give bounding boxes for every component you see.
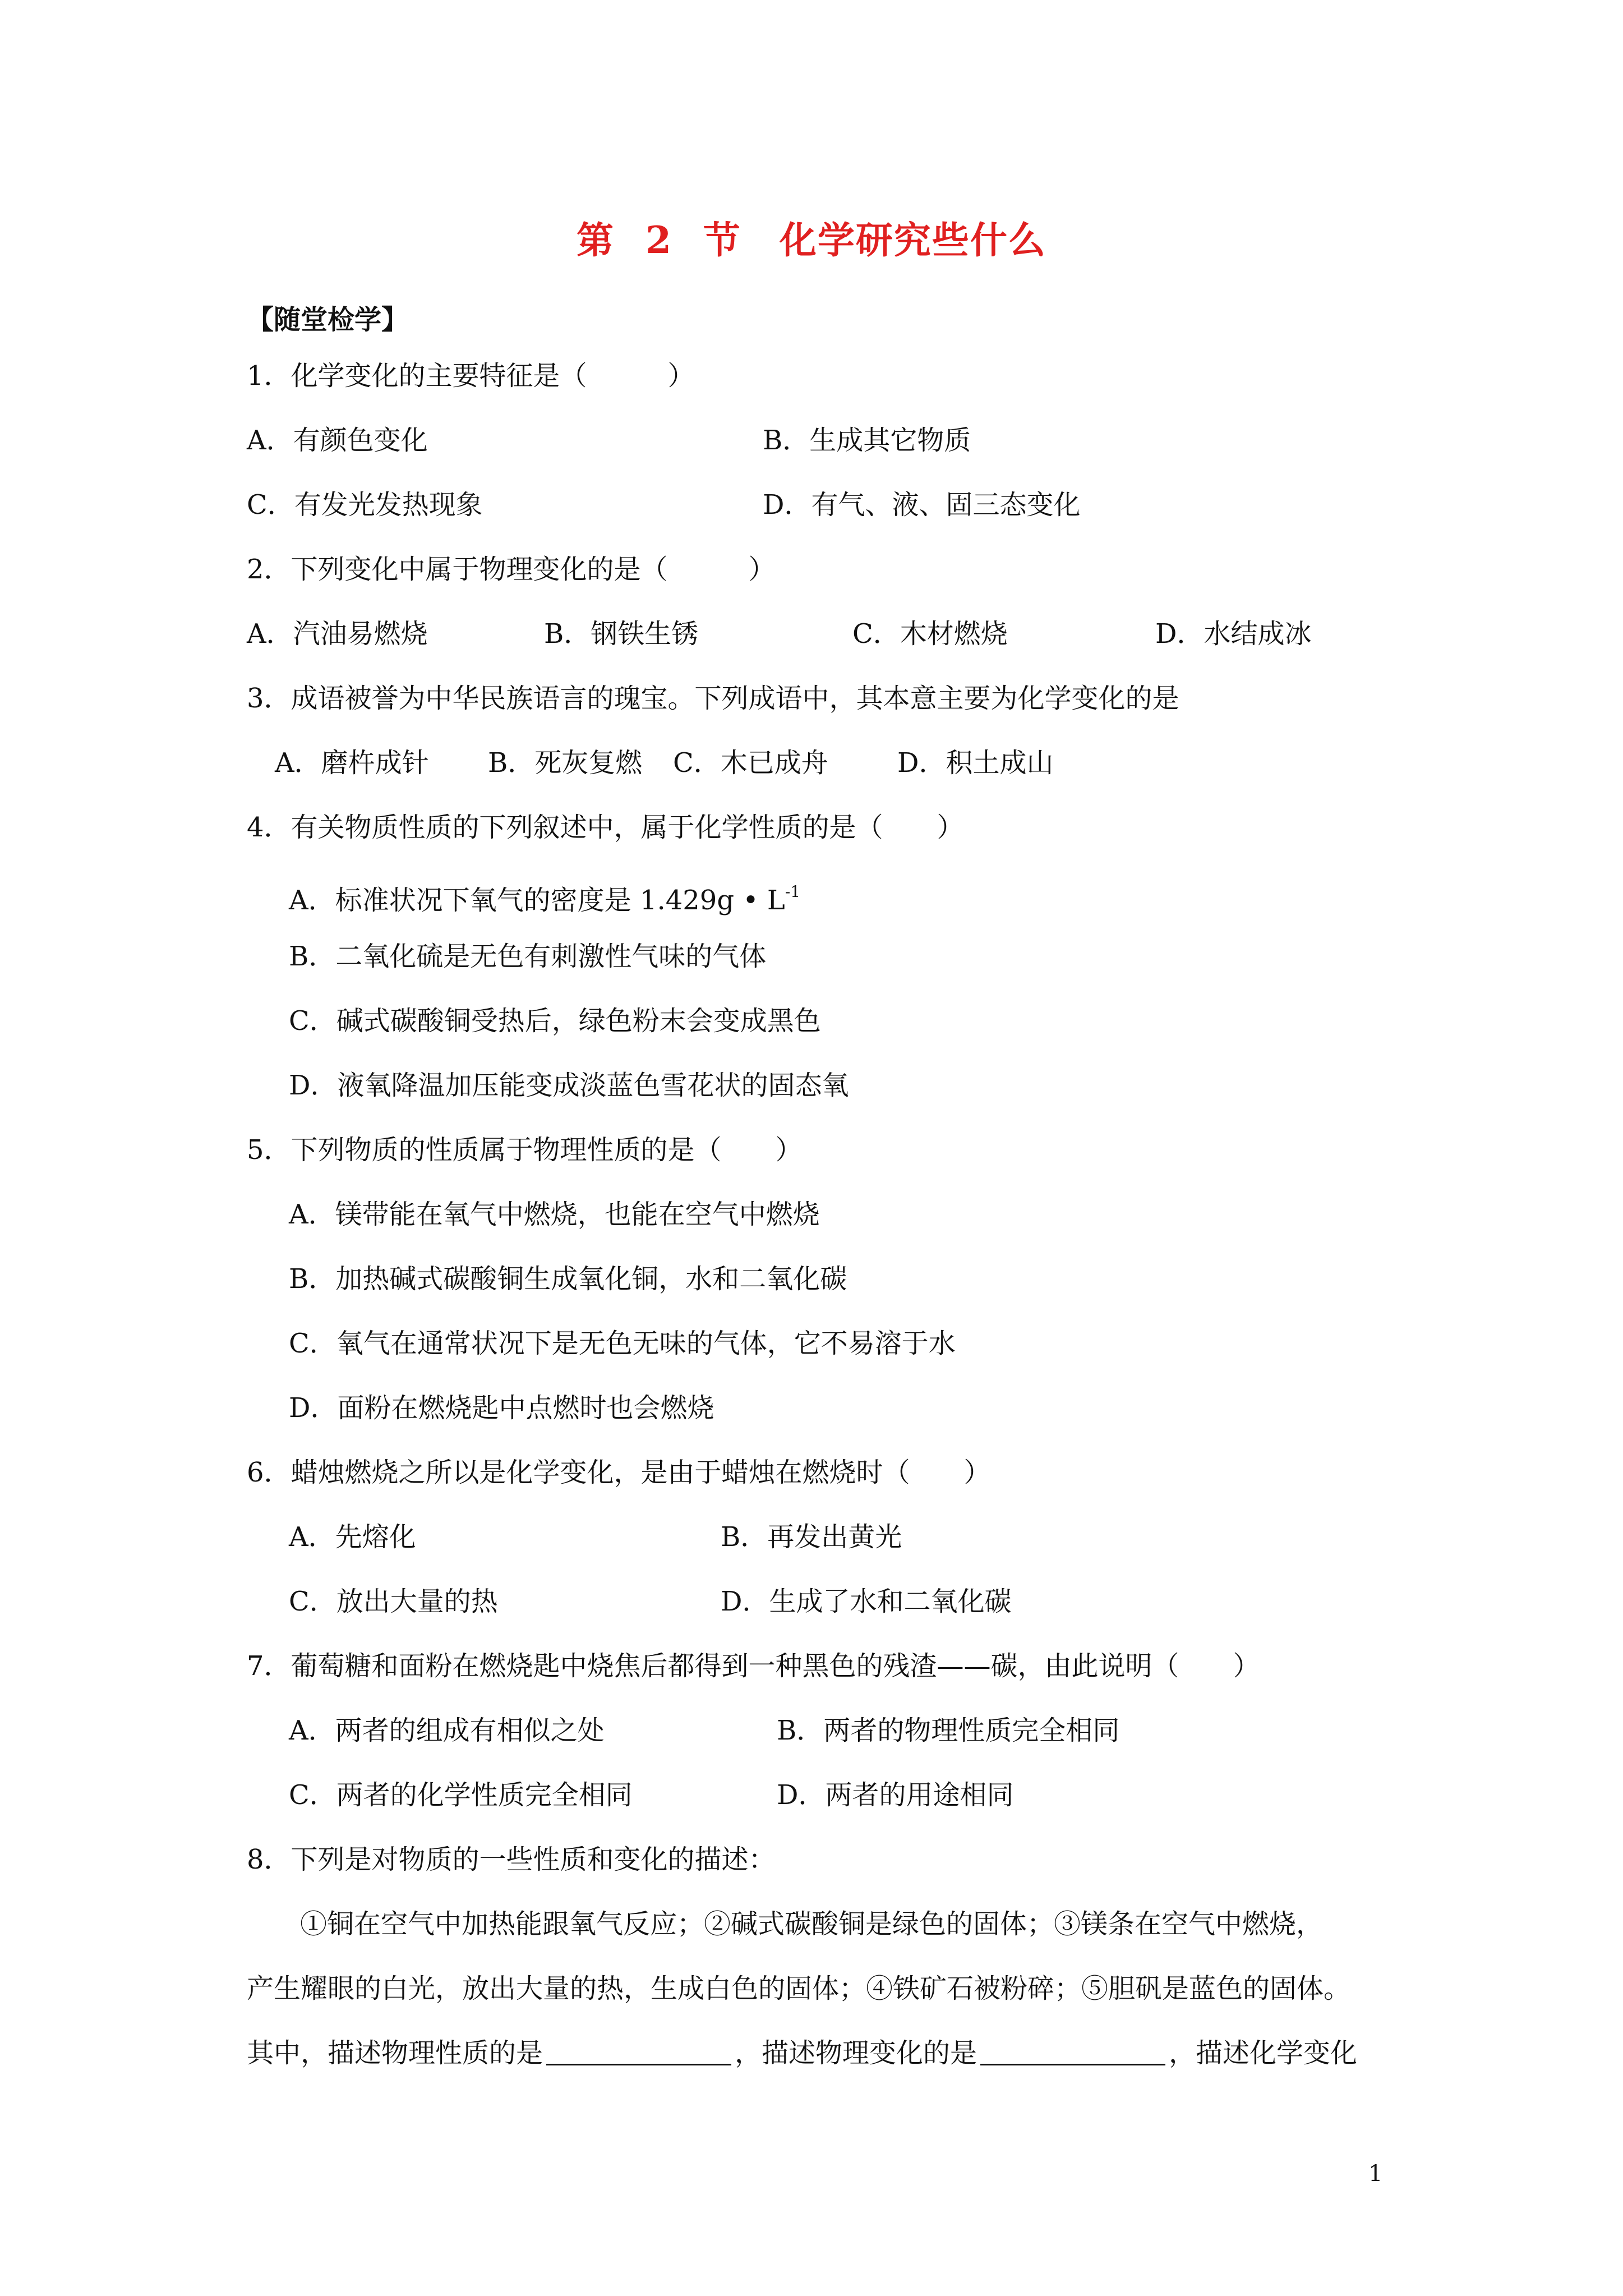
answer-blank-physical-change[interactable] xyxy=(980,2039,1165,2065)
question-6-stem: 6．蜡烛燃烧之所以是化学变化，是由于蜡烛在燃烧时（ ） xyxy=(247,1457,991,1488)
question-4-option-a xyxy=(289,875,800,917)
question-5-stem: 5．下列物质的性质属于物理性质的是（ ） xyxy=(247,1134,803,1166)
page-number: 1 xyxy=(1368,2161,1383,2187)
question-2-option-a: A．汽油易燃烧 xyxy=(247,618,428,650)
question-8-paragraph-line-1: ①铜在空气中加热能跟氧气反应；②碱式碳酸铜是绿色的固体；③镁条在空气中燃烧， xyxy=(300,1908,1324,1940)
question-6-option-b: B．再发出黄光 xyxy=(721,1521,902,1553)
question-5-option-c: C．氧气在通常状况下是无色无味的气体，它不易溶于水 xyxy=(289,1328,956,1359)
question-5-option-b: B．加热碱式碳酸铜生成氧化铜，水和二氧化碳 xyxy=(289,1263,847,1295)
question-6-option-d: D．生成了水和二氧化碳 xyxy=(721,1586,1012,1617)
question-7-option-a: A．两者的组成有相似之处 xyxy=(289,1715,605,1746)
question-2-option-d: D．水结成冰 xyxy=(1155,618,1312,650)
superscript: -1 xyxy=(785,882,801,901)
question-7-option-d: D．两者的用途相同 xyxy=(777,1779,1014,1811)
question-3-option-b: B．死灰复燃 xyxy=(488,747,643,779)
question-8-paragraph-line-3 xyxy=(247,2036,1402,2070)
section-label: 【随堂检学】 xyxy=(247,304,409,335)
question-2-stem: 2．下列变化中属于物理变化的是（ ） xyxy=(247,554,776,585)
question-1-option-a: A．有颜色变化 xyxy=(247,425,428,456)
question-4-stem: 4．有关物质性质的下列叙述中，属于化学性质的是（ ） xyxy=(247,812,964,843)
question-8-text-c: ，描述化学变化 xyxy=(1169,2037,1358,2069)
question-5-option-a: A．镁带能在氧气中燃烧，也能在空气中燃烧 xyxy=(289,1199,820,1230)
question-7-stem: 7．葡萄糖和面粉在燃烧匙中烧焦后都得到一种黑色的残渣——碳，由此说明（ ） xyxy=(247,1650,1260,1682)
question-1-stem: 1．化学变化的主要特征是（ ） xyxy=(247,360,695,392)
question-7-option-b: B．两者的物理性质完全相同 xyxy=(777,1715,1120,1746)
question-1-option-c: C．有发光发热现象 xyxy=(247,489,483,521)
question-8-paragraph-line-2: 产生耀眼的白光，放出大量的热，生成白色的固体；④铁矿石被粉碎；⑤胆矾是蓝色的固体。 xyxy=(247,1973,1351,2004)
question-3-option-d: D．积土成山 xyxy=(897,747,1054,779)
question-8-text-a: 其中，描述物理性质的是 xyxy=(247,2037,543,2069)
question-1-option-b: B．生成其它物质 xyxy=(763,425,971,456)
answer-blank-physical-property[interactable] xyxy=(546,2039,731,2065)
question-6-option-c: C．放出大量的热 xyxy=(289,1586,498,1617)
question-1-option-d: D．有气、液、固三态变化 xyxy=(763,489,1081,521)
question-2-option-b: B．钢铁生锈 xyxy=(544,618,699,650)
question-5-option-d: D．面粉在燃烧匙中点燃时也会燃烧 xyxy=(289,1392,714,1424)
question-2-option-c: C．木材燃烧 xyxy=(852,618,1008,650)
question-8-stem: 8．下列是对物质的一些性质和变化的描述： xyxy=(247,1844,776,1875)
question-4-option-a-text: A．标准状况下氧气的密度是 1.429g • L xyxy=(289,885,785,916)
question-4-option-b: B．二氧化硫是无色有刺激性气味的气体 xyxy=(289,941,767,972)
question-4-option-d: D．液氧降温加压能变成淡蓝色雪花状的固态氧 xyxy=(289,1070,849,1101)
question-3-option-c: C．木已成舟 xyxy=(673,747,828,779)
question-3-option-a: A．磨杵成针 xyxy=(275,747,429,779)
question-6-option-a: A．先熔化 xyxy=(289,1521,416,1553)
question-7-option-c: C．两者的化学性质完全相同 xyxy=(289,1779,633,1811)
question-8-text-b: ，描述物理变化的是 xyxy=(735,2037,978,2069)
question-4-option-c: C．碱式碳酸铜受热后，绿色粉末会变成黑色 xyxy=(289,1005,821,1037)
question-3-stem: 3．成语被誉为中华民族语言的瑰宝。下列成语中，其本意主要为化学变化的是 xyxy=(247,683,1179,714)
page-title: 第 2 节 化学研究些什么 xyxy=(577,218,1046,262)
